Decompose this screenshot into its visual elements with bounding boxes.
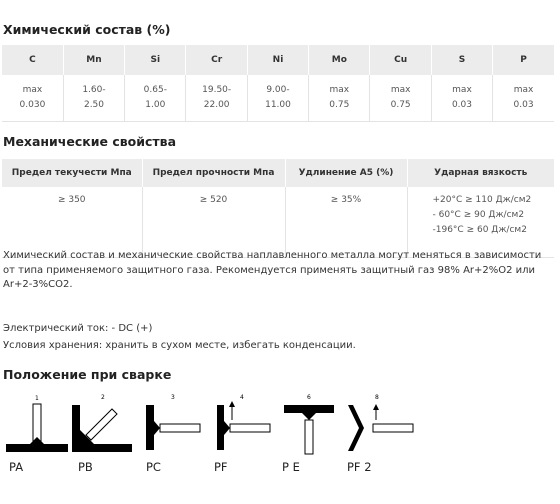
mechanical-elongation-value: ≥ 35% xyxy=(285,187,407,258)
mechanical-title: Механические свойства xyxy=(3,134,177,149)
chemistry-header-cr: Cr xyxy=(186,45,247,75)
cell-line: 0.75 xyxy=(390,100,411,110)
position-pa-icon xyxy=(6,404,68,452)
cell-line: 22.00 xyxy=(203,100,230,110)
position-pf2-icon xyxy=(348,404,413,451)
position-label-pa: PA xyxy=(9,460,24,474)
cell-line: 0.03 xyxy=(513,100,534,110)
position-label-pf2: PF 2 xyxy=(347,460,372,474)
position-number-6: 6 xyxy=(307,394,311,401)
position-pc-icon xyxy=(146,405,200,450)
position-label-pb: PB xyxy=(78,460,93,474)
cell-line: max xyxy=(22,85,43,95)
position-number-2: 2 xyxy=(101,394,105,401)
cell-line: 0.65- xyxy=(143,85,167,95)
notes-storage: Условия хранения: хранить в сухом месте, избегать конденсации. xyxy=(3,340,356,351)
impact-line: +20°C ≥ 110 Дж/см2 xyxy=(432,195,532,205)
mechanical-header-tensile: Предел прочности Мпа xyxy=(142,159,285,187)
chemistry-header-ni: Ni xyxy=(247,45,308,75)
chemistry-header-s: S xyxy=(431,45,492,75)
position-number-1: 1 xyxy=(35,395,39,402)
mechanical-header-elongation: Удлинение А5 (%) xyxy=(285,159,407,187)
chemistry-header-mn: Mn xyxy=(63,45,124,75)
cell-line: max xyxy=(390,85,411,95)
position-pf-icon xyxy=(217,401,270,450)
notes-current: Электрический ток: - DC (+) xyxy=(3,323,153,334)
position-label-pf: PF xyxy=(214,460,228,474)
cell-line: 0.03 xyxy=(451,100,472,110)
positions-title: Положение при сварке xyxy=(3,367,172,382)
position-label-pc: PC xyxy=(146,460,161,474)
notes-paragraph: Химический состав и механические свойства наплавленного металла могут меняться в зависимости от типа применяемого защитного газа. Рекомендуется применять защитный газ 98% Ar+2%O2 или Ar+2-3%CO2. xyxy=(3,250,542,290)
cell-line: 11.00 xyxy=(265,100,291,110)
mechanical-header-impact: Ударная вязкость xyxy=(407,159,554,187)
cell-line: 0.030 xyxy=(19,100,46,110)
cell-line: 9.00- xyxy=(266,85,290,95)
chemistry-header-c: C xyxy=(2,45,63,75)
position-pb-icon xyxy=(72,405,132,452)
position-pe-icon xyxy=(284,405,334,454)
position-label-pe: P E xyxy=(282,460,300,474)
cell-line: max xyxy=(452,85,472,95)
cell-line: 19.50- xyxy=(202,85,232,95)
chemistry-header-si: Si xyxy=(125,45,186,75)
cell-line: max xyxy=(513,85,534,95)
cell-line: 0.75 xyxy=(329,100,350,110)
chemistry-header-mo: Mo xyxy=(309,45,370,75)
position-number-3: 3 xyxy=(171,394,175,401)
chemistry-header-cu: Cu xyxy=(370,45,431,75)
impact-line: - 60°C ≥ 90 Дж/см2 xyxy=(432,210,525,220)
chemistry-title: Химический состав (%) xyxy=(3,22,171,37)
position-number-4: 4 xyxy=(240,394,244,401)
cell-line: 1.60- xyxy=(82,85,106,95)
impact-line: -196°C ≥ 60 Дж/см2 xyxy=(432,225,527,235)
cell-line: max xyxy=(329,85,350,95)
cell-line: 2.50 xyxy=(83,100,105,110)
chemistry-header-p: P xyxy=(493,45,554,75)
cell-line: 1.00 xyxy=(145,100,166,110)
mechanical-yield-value: ≥ 350 xyxy=(2,187,142,258)
position-number-8: 8 xyxy=(375,394,379,401)
mechanical-tensile-value: ≥ 520 xyxy=(142,187,285,258)
mechanical-header-yield: Предел текучести Мпа xyxy=(2,159,142,187)
